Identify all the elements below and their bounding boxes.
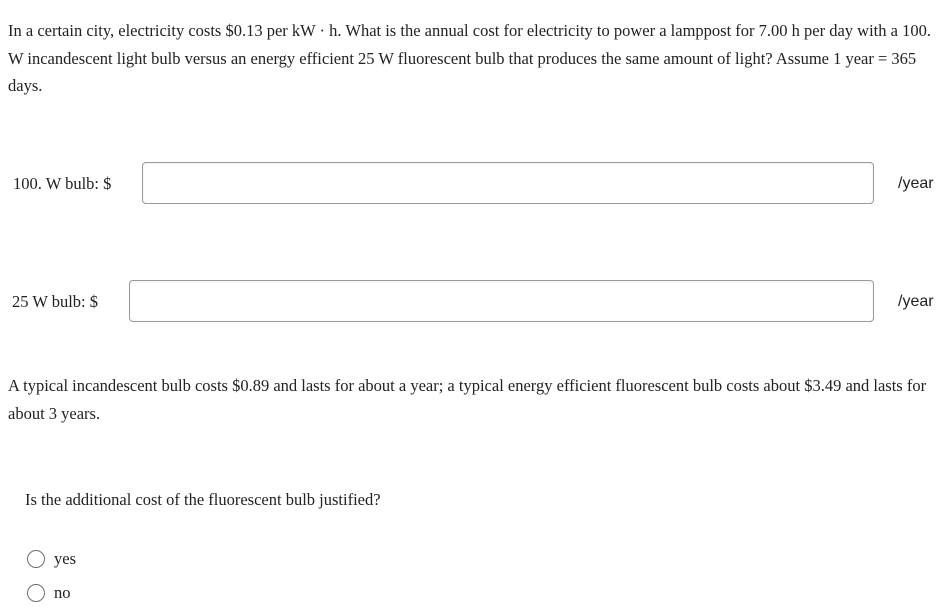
answer-row-25w <box>0 280 951 324</box>
answer-input-25w[interactable] <box>129 280 874 322</box>
radio-option-yes[interactable] <box>27 548 76 570</box>
unit-label-100w: /year <box>898 175 934 192</box>
unit-label-25w: /year <box>898 293 934 310</box>
radio-label-no: no <box>54 583 71 602</box>
radio-label-yes: yes <box>54 549 76 568</box>
followup-text: A typical incandescent bulb costs $0.89 and lasts for about a year; a typical energy efficient fluorescent bulb costs about $3.49 and lasts for about 3 years. <box>8 376 927 423</box>
justify-question: Is the additional cost of the fluorescent bulb justified? <box>25 490 381 509</box>
answer-label-100w: 100. W bulb: $ <box>13 174 112 193</box>
answer-input-100w[interactable] <box>142 162 874 204</box>
answer-row-100w <box>0 162 951 206</box>
radio-option-no[interactable] <box>27 582 71 604</box>
radio-button-no[interactable] <box>27 584 45 602</box>
answer-label-25w: 25 W bulb: $ <box>12 292 99 311</box>
question-text: In a certain city, electricity costs $0.13 per kW · h. What is the annual cost for electricity to power a lamppost for 7.00 h per day with a 100. W incandescent light bulb versus an energy efficient 25 W fluorescent bulb that produces the same amount of light? Assume 1 year = 365 days. <box>8 21 931 95</box>
radio-button-yes[interactable] <box>27 550 45 568</box>
